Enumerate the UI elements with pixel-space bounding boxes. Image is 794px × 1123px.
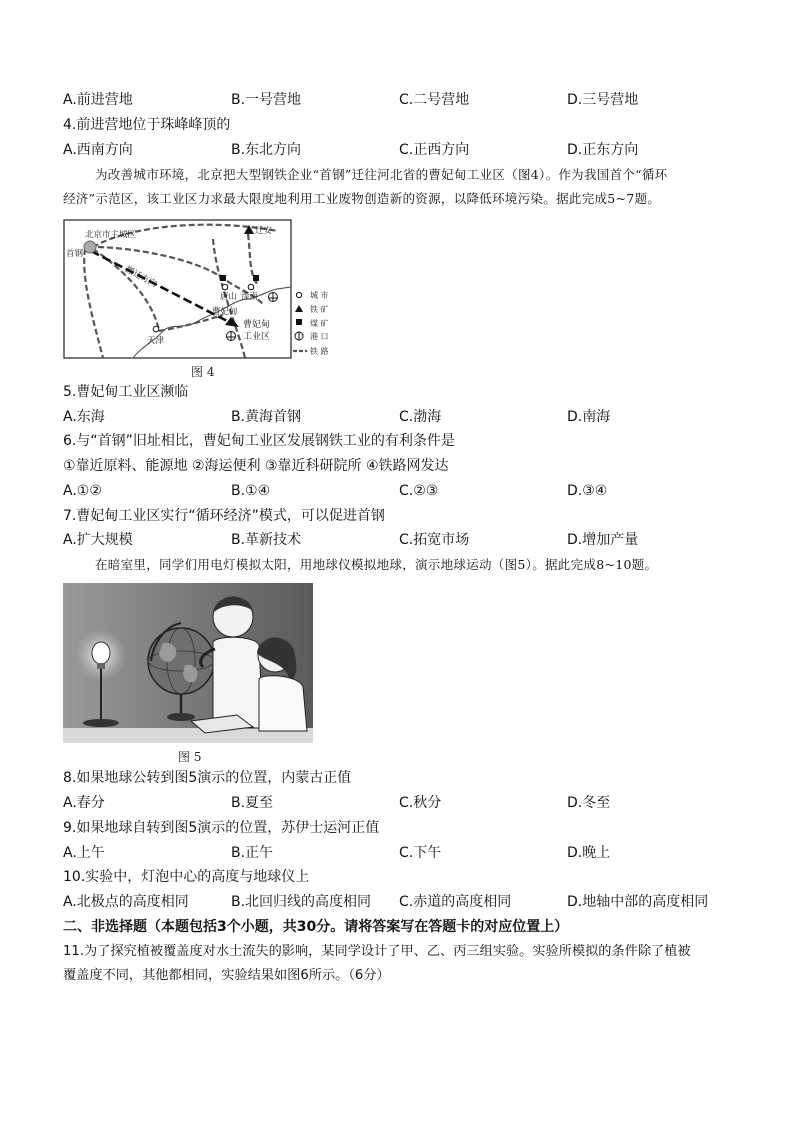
q9-option-d: D.晚上 [567, 845, 611, 861]
section-2-title: 二、非选择题（本题包括3个小题，共30分。请将答案写在答题卡的对应位置上） [63, 919, 569, 935]
coal-mine-marker-2 [253, 275, 259, 281]
q7-options [63, 531, 743, 549]
q10-options [63, 893, 743, 911]
q6-option-a: A.①② [63, 483, 102, 499]
q6-option-c: C.②③ [399, 483, 439, 499]
q4-option-c: C.正西方向 [399, 142, 470, 158]
label-luannan: 滦南 [241, 292, 259, 302]
q8-option-b: B.夏至 [231, 795, 274, 811]
label-zone-line1: 曹妃甸 [243, 320, 271, 330]
q4-option-d: D.正东方向 [567, 142, 639, 158]
q10-option-b: B.北回归线的高度相同 [231, 894, 372, 910]
q11-line1: 11.为了探究植被覆盖度对水土流失的影响，某同学设计了甲、乙、丙三组实验。实验所模拟的条件除了植被 [63, 944, 691, 959]
q10-option-d: D.地轴中部的高度相同 [567, 894, 709, 910]
q11-line2: 覆盖度不同，其他都相同，实验结果如图6所示。（6分） [63, 968, 390, 983]
q5-option-b: B.黄海首钢 [231, 409, 302, 425]
q7-option-c: C.拓宽市场 [399, 532, 470, 548]
passage1-line2: 经济”示范区，该工业区力求最大限度地利用工业废物创造新的资源，以降低环境污染。据此完成5~7题。 [63, 191, 661, 206]
figure-5-caption: 图 5 [178, 750, 202, 764]
q3-option-d: D.三号营地 [567, 92, 639, 108]
q9-option-c: C.下午 [399, 845, 442, 861]
q8-stem: 8.如果地球公转到图5演示的位置，内蒙古正值 [63, 770, 352, 786]
q9-stem: 9.如果地球自转到图5演示的位置，苏伊士运河正值 [63, 820, 380, 836]
q9-option-a: A.上午 [63, 845, 105, 861]
port-marker-2 [227, 332, 236, 341]
q6-option-d: D.③④ [567, 483, 608, 499]
q5-option-c: C.渤海 [399, 409, 442, 425]
q6-options [63, 482, 743, 500]
q3-option-a: A.前进营地 [63, 92, 133, 108]
legend-port: 港 口 [310, 332, 329, 341]
q5-options [63, 408, 743, 426]
q3-option-b: B.一号营地 [231, 92, 302, 108]
q10-option-a: A.北极点的高度相同 [63, 894, 189, 910]
q6-option-b: B.①④ [231, 483, 271, 499]
passage2-line1: 在暗室里，同学们用电灯模拟太阳，用地球仪模拟地球，演示地球运动（图5）。据此完成8~10题。 [95, 557, 658, 572]
coal-mine-marker [220, 275, 226, 281]
label-beijing: 北京市主城区 [85, 230, 137, 240]
q8-option-a: A.春分 [63, 795, 105, 811]
city-tianjin [153, 326, 159, 332]
q5-option-a: A.东海 [63, 409, 105, 425]
figure-4-map [63, 219, 351, 361]
passage1-line1: 为改善城市环境，北京把大型钢铁企业“首钢”迁往河北省的曹妃甸工业区（图4）。作为我国首个“循环 [95, 167, 668, 182]
q7-option-b: B.革新技术 [231, 532, 302, 548]
q10-option-c: C.赤道的高度相同 [399, 894, 512, 910]
q8-option-d: D.冬至 [567, 795, 611, 811]
beijing-marker [84, 241, 96, 253]
q3-options [63, 91, 743, 109]
q7-option-a: A.扩大规模 [63, 532, 133, 548]
q5-stem: 5.曹妃甸工业区濒临 [63, 384, 189, 400]
legend-rail: 铁 路 [310, 347, 329, 356]
label-qianan: 迁安 [255, 226, 273, 236]
legend-coal: 煤 矿 [310, 319, 329, 328]
q8-options [63, 794, 743, 812]
q8-option-c: C.秋分 [399, 795, 442, 811]
figure-5-illustration [63, 583, 313, 743]
q4-option-b: B.东北方向 [231, 142, 302, 158]
q6-items: ①靠近原料、能源地 ②海运便利 ③靠近科研院所 ④铁路网发达 [63, 458, 449, 474]
port-marker-1 [269, 293, 278, 302]
q3-option-c: C.二号营地 [399, 92, 470, 108]
label-direction: 搬迁方向 [123, 264, 159, 290]
label-tangshan: 唐山 [220, 292, 238, 302]
legend-iron: 铁 矿 [310, 305, 329, 314]
q9-options [63, 844, 743, 862]
label-zone-line2: 工业区 [243, 332, 271, 342]
figure-4-caption: 图 4 [191, 365, 215, 379]
q10-stem: 10.实验中，灯泡中心的高度与地球仪上 [63, 869, 310, 885]
q5-option-d: D.南海 [567, 409, 611, 425]
q6-stem: 6.与“首钢”旧址相比，曹妃甸工业区发展钢铁工业的有利条件是 [63, 433, 455, 449]
label-shougang: 首钢 [66, 249, 84, 259]
label-tianjin: 天津 [147, 336, 165, 346]
city-tangshan [222, 284, 228, 290]
q4-option-a: A.西南方向 [63, 142, 133, 158]
label-caofeidian: 曹妃甸 [212, 307, 238, 317]
q7-option-d: D.增加产量 [567, 532, 639, 548]
map-legend [293, 290, 329, 356]
city-luannan [248, 284, 254, 290]
q7-stem: 7.曹妃甸工业区实行“循环经济”模式，可以促进首钢 [63, 508, 385, 524]
q4-stem: 4.前进营地位于珠峰峰顶的 [63, 117, 231, 133]
q4-options [63, 141, 743, 159]
legend-city: 城 市 [310, 291, 329, 300]
q9-option-b: B.正午 [231, 845, 274, 861]
